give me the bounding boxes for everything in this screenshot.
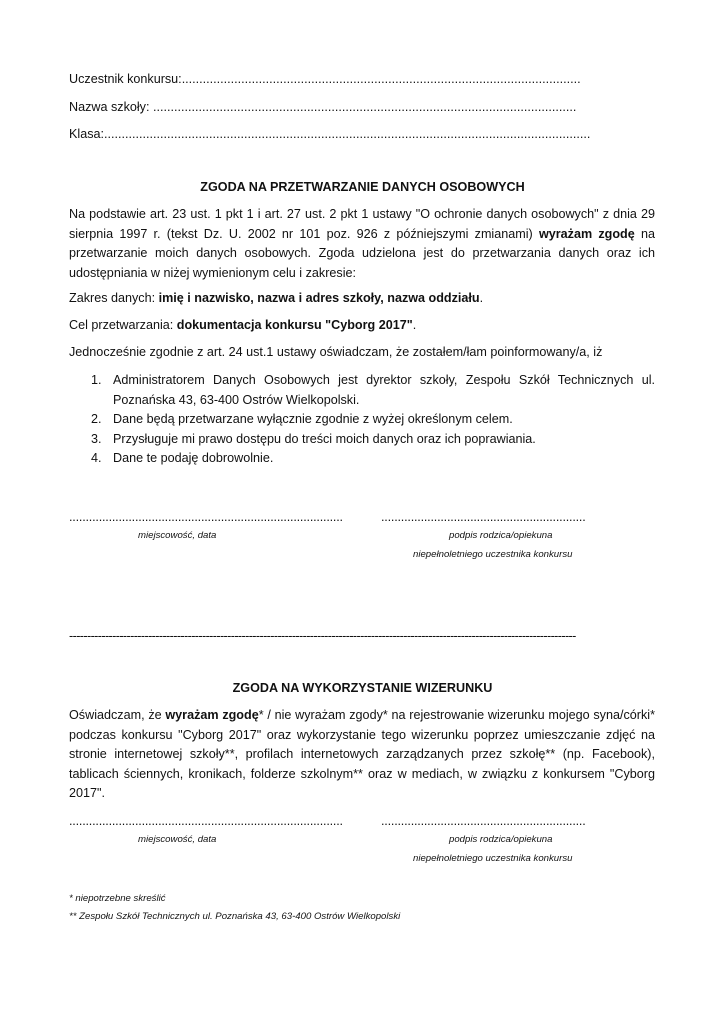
information-statement: Jednocześnie zgodnie z art. 24 ust.1 ustawy oświadczam, że zostałem/łam poinformowany/a, iż	[69, 345, 603, 359]
place-date-label-2: miejscowość, data	[138, 834, 217, 845]
footnote-school: ** Zespołu Szkół Technicznych ul. Poznańska 43, 63-400 Ostrów Wielkopolski	[69, 911, 401, 922]
list-item-number: 4.	[91, 451, 102, 466]
list-item	[69, 410, 655, 430]
participant-field	[69, 72, 581, 86]
footnote-strike: * niepotrzebne skreślić	[69, 893, 166, 904]
purpose-label: Cel przetwarzania:	[69, 318, 177, 332]
school-name-field	[69, 100, 576, 114]
data-scope-label: Zakres danych:	[69, 291, 159, 305]
place-date-signature-line: ...................................................................................	[69, 510, 343, 524]
participant-dots: ..................................................................................................................	[181, 72, 581, 86]
place-date-signature-line-2: ...................................................................................	[69, 814, 343, 828]
list-item-number: 2.	[91, 412, 102, 427]
parent-signature-label-2: niepełnoletniego uczestnika konkursu	[413, 549, 573, 560]
data-scope-line	[69, 291, 483, 305]
parent-signature-label: podpis rodzica/opiekuna	[449, 530, 553, 541]
image-use-text: Oświadczam, że	[69, 708, 166, 722]
purpose-end: .	[412, 318, 417, 332]
class-label: Klasa:	[69, 127, 105, 141]
list-item-text: Administratorem Danych Osobowych jest dyrektor szkoły, Zespołu Szkół Technicznych ul. Poznańska 43, 63-400 Ostrów Wielkopolski.	[113, 373, 655, 407]
class-field	[69, 127, 590, 141]
list-item-number: 3.	[91, 431, 102, 446]
participant-label: Uczestnik konkursu:	[69, 72, 182, 86]
image-use-title: ZGODA NA WYKORZYSTANIE WIZERUNKU	[232, 681, 493, 695]
image-use-bold: wyrażam zgodę	[165, 708, 259, 722]
parent-signature-line: ..............................................................	[381, 510, 586, 524]
class-dots: ...........................................................................................................................................	[104, 127, 591, 141]
school-name-dots: .........................................................................................................................	[152, 100, 577, 114]
data-scope-value: imię i nazwisko, nazwa i adres szkoły, nazwa oddziału	[158, 291, 480, 305]
list-item	[69, 449, 655, 469]
parent-signature-label-3: podpis rodzica/opiekuna	[449, 834, 553, 845]
cut-line-separator: ---------------------------------------------------------------------------------------------------------------------------------------------	[69, 629, 576, 643]
intro-text: Na podstawie art. 23 ust. 1 pkt 1 i art. 27 ust. 2 pkt 1 ustawy "O ochronie danych osobowych" z dnia 29 sierpnia 1997 r. (tekst Dz. U. 2002 nr 101 poz. 926 z późniejszymi zmianami)	[69, 207, 655, 241]
data-processing-title: ZGODA NA PRZETWARZANIE DANYCH OSOBOWYCH	[200, 180, 525, 194]
intro-bold: wyrażam zgodę	[538, 226, 635, 241]
parent-signature-label-4: niepełnoletniego uczestnika konkursu	[413, 853, 573, 864]
school-name-label: Nazwa szkoły:	[69, 100, 153, 114]
list-item	[69, 371, 655, 410]
data-scope-end: .	[479, 291, 484, 305]
intro-text-end: na przetwarzanie moich danych osobowych. Zgoda udzielona jest do przetwarzania danych oraz ich udostępniania w niżej wymienionym celu i zakresie:	[69, 226, 655, 280]
list-item	[69, 430, 655, 450]
purpose-line	[69, 318, 416, 332]
data-processing-intro	[69, 205, 655, 283]
list-item-text: Dane te podaję dobrowolnie.	[113, 451, 274, 466]
parent-signature-line-2: ..............................................................	[381, 814, 586, 828]
information-points-list	[69, 371, 655, 469]
list-item-number: 1.	[91, 373, 102, 387]
place-date-label: miejscowość, data	[138, 530, 217, 541]
purpose-value: dokumentacja konkursu "Cyborg 2017"	[176, 318, 413, 332]
list-item-text: Przysługuje mi prawo dostępu do treści moich danych oraz ich poprawiania.	[113, 431, 536, 446]
image-use-statement	[69, 706, 655, 804]
list-item-text: Dane będą przetwarzane wyłącznie zgodnie z wyżej określonym celem.	[113, 412, 513, 427]
image-use-text-end: * / nie wyrażam zgody* na rejestrowanie wizerunku mojego syna/córki* podczas konkursu "Cyborg 2017" oraz wykorzystanie tego wizerunku poprzez umieszczanie zdjęć na stronie internetowej szkoły**, profilach internetowych zarządzanych przez szkołę** (np. Facebook), tablicach ściennych, kronikach, folderze szkolnym** oraz w mediach, w związku z konkursem "Cyborg 2017".	[69, 708, 655, 801]
